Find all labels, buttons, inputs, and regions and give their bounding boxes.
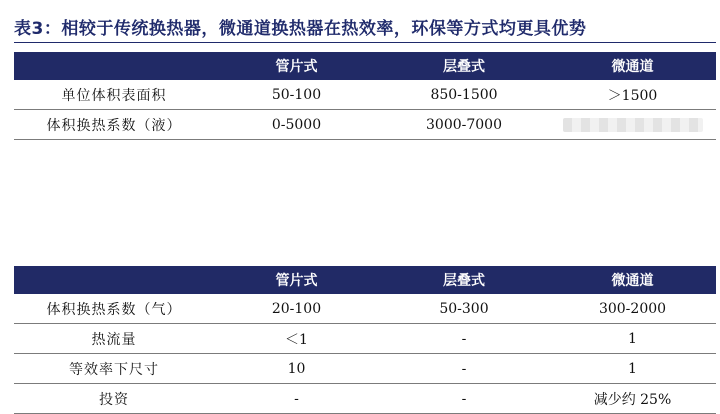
cell-microchannel: 300-2000 [549,294,716,324]
cell-microchannel: 1 [549,354,716,384]
caption-rule [14,42,716,43]
cell-tube-fin: 20-100 [214,294,379,324]
cell-tube-fin: 10 [214,354,379,384]
cell-microchannel: 减少约 25% [549,384,716,414]
row-label: 单位体积表面积 [14,80,214,110]
header-microchannel: 微通道 [549,266,716,294]
table-row [14,324,716,354]
header-tube-fin: 管片式 [214,266,379,294]
table-row [14,354,716,384]
cell-tube-fin: 50-100 [214,80,379,110]
table-row [14,384,716,414]
row-label: 投资 [14,384,214,414]
table-header-row [14,266,716,294]
table-row [14,294,716,324]
cell-stacked: 50-300 [379,294,549,324]
header-stacked: 层叠式 [379,266,549,294]
cell-tube-fin: ＜1 [214,324,379,354]
cell-tube-fin: 0-5000 [214,110,379,140]
header-stacked: 层叠式 [379,52,549,80]
row-label: 体积换热系数（液） [14,110,214,140]
row-label: 等效率下尺寸 [14,354,214,384]
cell-stacked: - [379,324,549,354]
header-microchannel: 微通道 [549,52,716,80]
comparison-table-1 [14,52,716,140]
cell-microchannel-redacted [549,110,716,140]
cell-stacked: 850-1500 [379,80,549,110]
table-caption: 表3：相较于传统换热器，微通道换热器在热效率，环保等方式均更具优势 [14,19,587,39]
cell-microchannel: ＞1500 [549,80,716,110]
comparison-table-2 [14,266,716,414]
cell-stacked: - [379,384,549,414]
table-header-row [14,52,716,80]
table-row [14,80,716,110]
header-empty [14,52,214,80]
cell-stacked: 3000-7000 [379,110,549,140]
cell-stacked: - [379,354,549,384]
redacted-block [563,118,703,132]
header-tube-fin: 管片式 [214,52,379,80]
row-label: 体积换热系数（气） [14,294,214,324]
cell-microchannel: 1 [549,324,716,354]
row-label: 热流量 [14,324,214,354]
table-row [14,110,716,140]
header-empty [14,266,214,294]
cell-tube-fin: - [214,384,379,414]
